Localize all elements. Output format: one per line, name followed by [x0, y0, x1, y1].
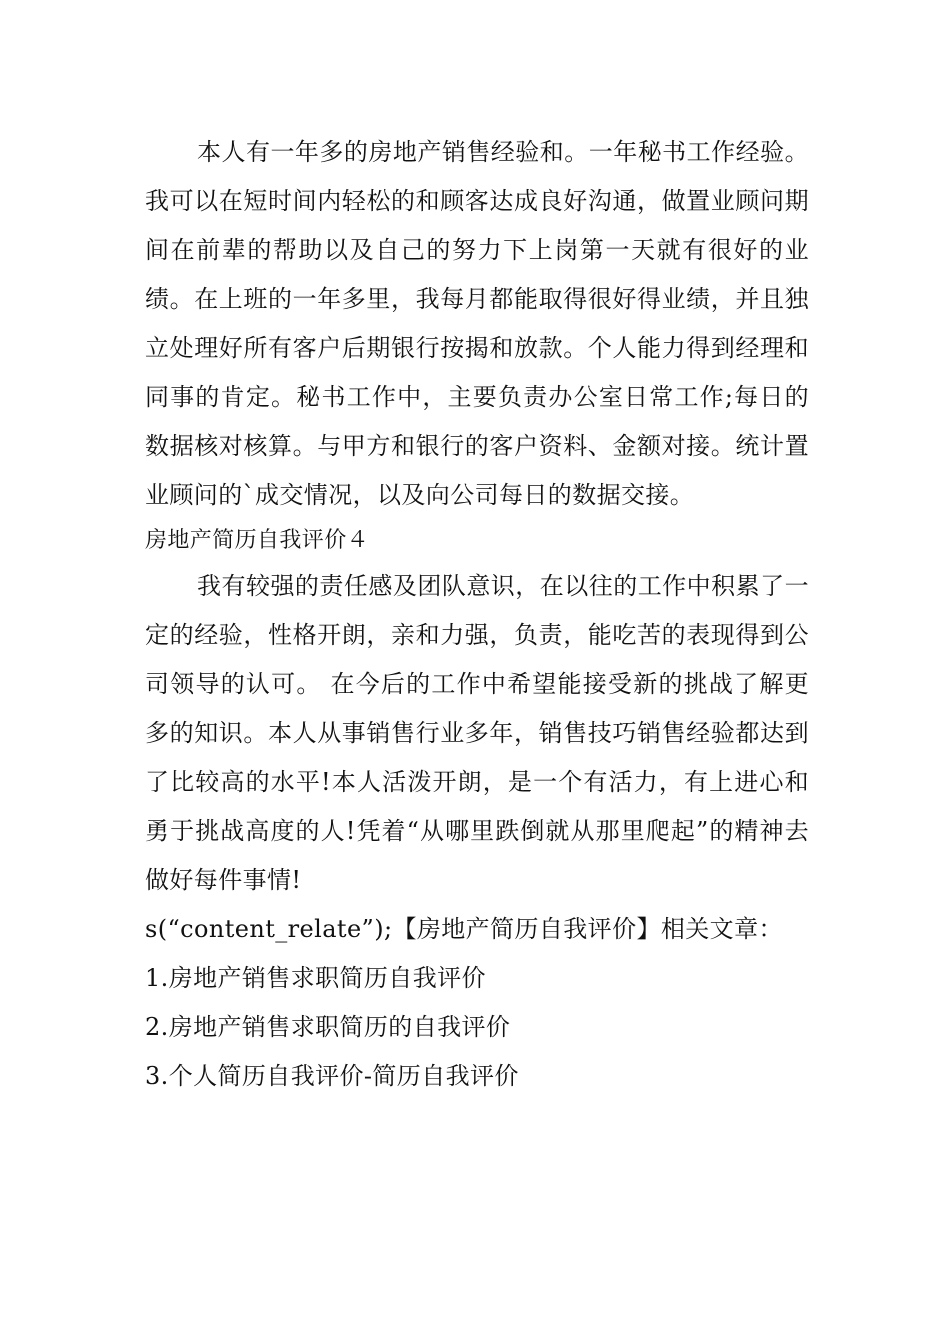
list-item — [145, 1052, 809, 1101]
related-articles-intro: s(“content_relate”);【房地产简历自我评价】相关文章： — [145, 915, 783, 943]
list-item — [145, 1003, 809, 1052]
document-body — [145, 128, 809, 1101]
list-item — [145, 954, 809, 1003]
paragraph-1: 本人有一年多的房地产销售经验和。一年秘书工作经验。我可以在短时间内轻松的和顾客达成良好沟通，做置业顾问期间在前辈的帮助以及自己的努力下上岗第一天就有很好的业绩。在上班的一年多里，我每月都能取得很好得业绩，并且独立处理好所有客户后期银行按揭和放款。个人能力得到经理和同事的肯定。秘书工作中，主要负责办公室日常工作;每日的数据核对核算。与甲方和银行的客户资料、金额对接。统计置业顾问的`成交情况，以及向公司每日的数据交接。 — [145, 138, 809, 509]
paragraph-2: 我有较强的责任感及团队意识，在以往的工作中积累了一定的经验，性格开朗，亲和力强，负责，能吃苦的表现得到公司领导的认可。 在今后的工作中希望能接受新的挑战了解更多的知识。本人从事销售行业多年，销售技巧销售经验都达到了比较高的水平!本人活泼开朗，是一个有活力，有上进心和勇于挑战高度的人!凭着“从哪里跌倒就从那里爬起”的精神去做好每件事情! — [145, 572, 809, 894]
section-heading: 房地产简历自我评价４ — [145, 528, 370, 553]
related-article-link-3[interactable]: 3.个人简历自我评价-简历自我评价 — [145, 1062, 519, 1090]
related-article-link-2[interactable]: 2.房地产销售求职简历的自我评价 — [145, 1013, 511, 1041]
related-articles-list — [145, 954, 809, 1101]
related-article-link-1[interactable]: 1.房地产销售求职简历自我评价 — [145, 964, 486, 992]
